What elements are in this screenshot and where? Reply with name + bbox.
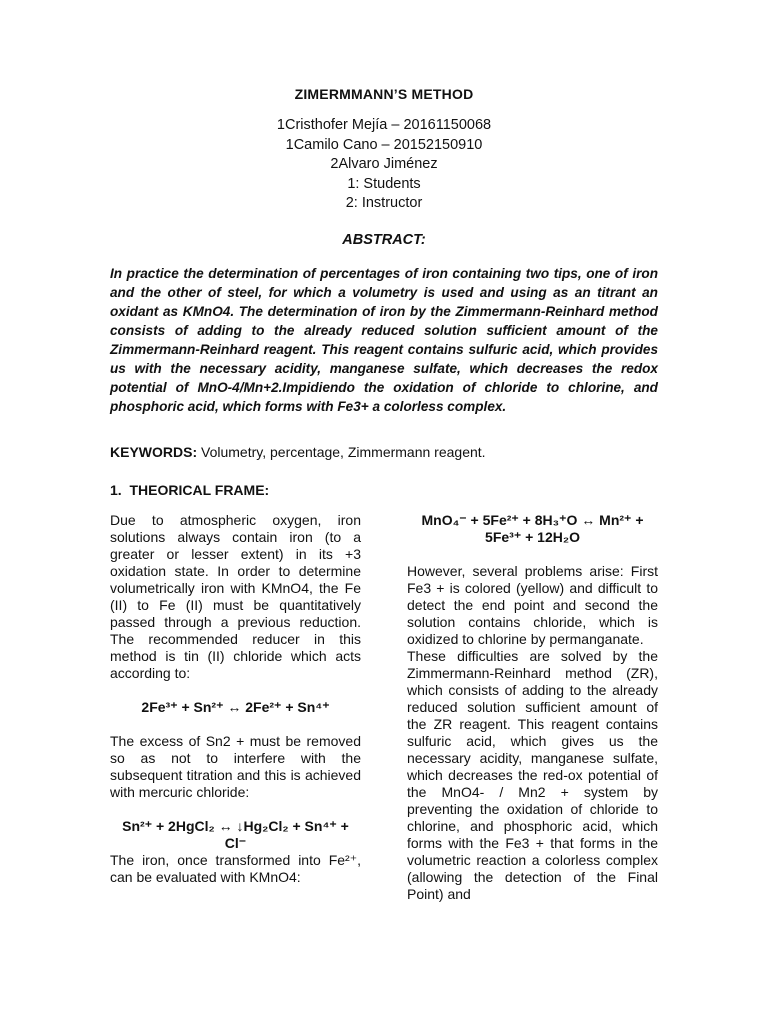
section-number: 1. <box>110 482 122 498</box>
equation-mercuric-chloride: Sn²⁺ + 2HgCl₂ ↔ ↓Hg₂Cl₂ + Sn⁴⁺ + Cl⁻ <box>122 818 349 851</box>
right-column <box>407 512 658 903</box>
body-paragraph: The iron, once transformed into Fe²⁺, can be evaluated with KMnO4: <box>110 852 361 885</box>
body-paragraph: Due to atmospheric oxygen, iron solutions always contain iron (to a greater or lesser extent) in its +3 oxidation state. In order to determine volumetrically iron with KMnO4, the Fe (II) to Fe (II) must be quantitatively passed through a previous reduction. The recommended reducer in this method is tin (II) chloride which acts according to: <box>110 512 361 681</box>
body-paragraph: The excess of Sn2 + must be removed so as not to interfere with the subsequent titration and this is achieved with mercuric chloride: <box>110 733 361 800</box>
section-heading <box>110 482 510 498</box>
author-line: 1Camilo Cano – 20152150910 <box>285 136 483 153</box>
author-line: 2Alvaro Jiménez <box>330 156 438 172</box>
affiliation-line: 2: Instructor <box>345 195 423 211</box>
author-block <box>0 116 768 214</box>
equation-tin-reduction: 2Fe³⁺ + Sn²⁺ ↔ 2Fe²⁺ + Sn⁴⁺ <box>141 699 330 715</box>
author-line: 1Cristhofer Mejía – 20161150068 <box>276 117 492 133</box>
keywords-text: Volumetry, percentage, Zimmermann reagent. <box>197 444 486 460</box>
body-paragraph: These difficulties are solved by the Zimmermann-Reinhard method (ZR), which consists of adding to the already reduced solution sufficient amount of the ZR reagent. This reagent contains sulfuric acid, which gives us the necessary acidity, manganese sulfate, which decreases the red-ox potential of the MnO4- / Mn2 + system by preventing the oxidation of chloride to chlorine, and phosphoric acid, which forms with the Fe3 + that forms in the volumetric reaction a colorless complex (allowing the detection of the Final Point) and <box>407 648 658 902</box>
keywords-label: KEYWORDS: <box>110 444 198 460</box>
equation-permanganate: MnO₄⁻ + 5Fe²⁺ + 8H₃⁺O ↔ Mn²⁺ + 5Fe³⁺ + 12H₂O <box>421 512 644 545</box>
body-paragraph: However, several problems arise: First Fe3 + is colored (yellow) and difficult to detect the end point and second the solution contains chloride, which is oxidized to chlorine by permanganate. <box>407 563 658 647</box>
abstract-heading: ABSTRACT: <box>342 232 426 248</box>
abstract-text: In practice the determination of percentages of iron containing two tips, one of iron and the other of steel, for which a volumetry is used and using as an titrant an oxidant as KMnO4. The determination of iron by the Zimmermann-Reinhard method consists of adding to the already reduced solution sufficient amount of the Zimmermann-Reinhard reagent. This reagent contains sulfuric acid, which provides us with the necessary acidity, manganese sulfate, which decreases the redox potential of MnO-4/Mn+2.Impidiendo the oxidation of chloride to chlorine, and phosphoric acid, which forms with Fe3+ a colorless complex. <box>110 266 658 414</box>
left-column <box>110 512 361 886</box>
affiliation-line: 1: Students <box>347 175 421 192</box>
section-title: THEORICAL FRAME: <box>129 482 270 498</box>
keywords-line <box>110 443 658 462</box>
paper-title: ZIMERMMANN’S METHOD <box>294 86 474 102</box>
